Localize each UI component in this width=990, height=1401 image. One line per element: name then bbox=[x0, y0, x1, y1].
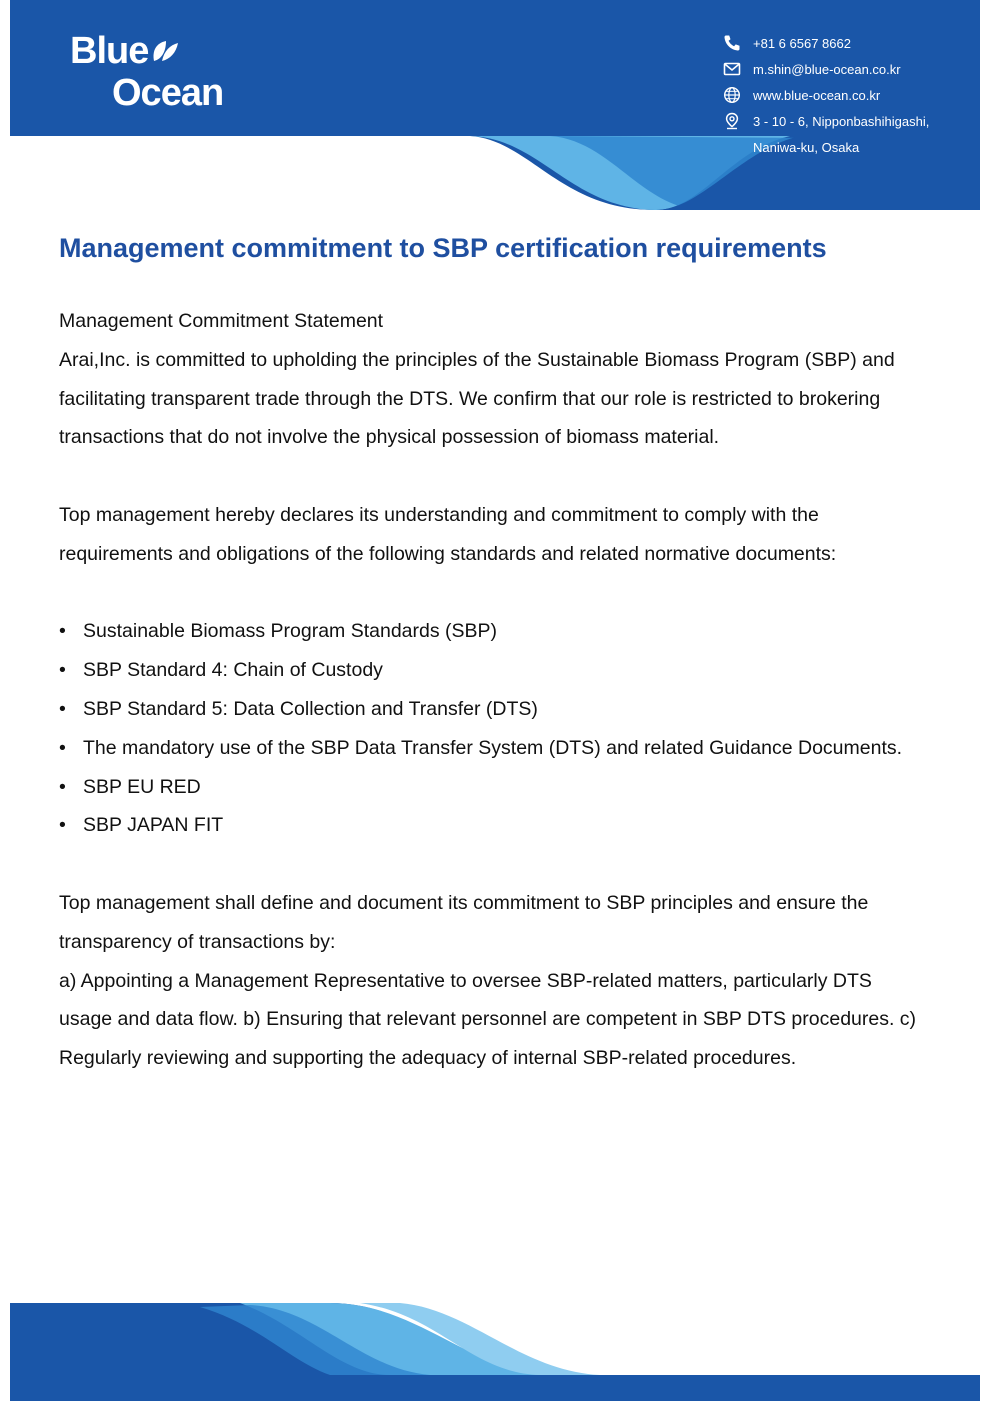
footer-banner bbox=[0, 1295, 990, 1401]
phone-number: +81 6 6567 8662 bbox=[753, 35, 851, 51]
globe-icon bbox=[722, 86, 742, 104]
list-item: • SBP Standard 5: Data Collection and Transfer (DTS) bbox=[59, 690, 929, 729]
company-logo bbox=[70, 32, 223, 112]
actions-paragraph: a) Appointing a Management Representative to oversee SBP-related matters, particularly DTS usage and data flow. b) Ensuring that relevant personnel are competent in SBP DTS procedures. c) Regularly reviewing and supporting the adequacy of internal SBP-related procedures. bbox=[59, 969, 917, 1070]
intro-paragraph: Arai,Inc. is committed to upholding the principles of the Sustainable Biomass Program (SBP) and facilitating transparent trade through the DTS. We confirm that our role is restricted to brokering transactions that do not involve the physical possession of biomass material. bbox=[59, 348, 895, 449]
address-line1: 3 - 10 - 6, Nipponbashihigashi, bbox=[753, 113, 930, 129]
document-title: Management commitment to SBP certification requirements bbox=[59, 233, 827, 263]
document-body bbox=[59, 302, 929, 1078]
phone-icon bbox=[722, 34, 742, 52]
list-item: • SBP JAPAN FIT bbox=[59, 806, 929, 845]
email-address: m.shin@blue-ocean.co.kr bbox=[753, 61, 901, 77]
contact-email bbox=[722, 56, 929, 82]
bullet-icon: • bbox=[59, 697, 66, 720]
list-item: • Sustainable Biomass Program Standards (SBP) bbox=[59, 612, 929, 651]
bullet-icon: • bbox=[59, 775, 66, 798]
statement-heading: Management Commitment Statement bbox=[59, 310, 384, 332]
paragraph-spacer bbox=[59, 457, 929, 496]
bullet-icon: • bbox=[59, 736, 66, 759]
declaration-paragraph: Top management hereby declares its understanding and commitment to comply with the requirements and obligations of the following standards and related normative documents: bbox=[59, 503, 837, 565]
list-item: • SBP Standard 4: Chain of Custody bbox=[59, 651, 929, 690]
contact-address bbox=[722, 108, 929, 134]
bullet-icon: • bbox=[59, 620, 66, 643]
list-item: • SBP EU RED bbox=[59, 768, 929, 807]
location-pin-icon bbox=[722, 112, 742, 130]
bullet-icon: • bbox=[59, 814, 66, 837]
standards-list bbox=[59, 612, 929, 845]
list-item: • The mandatory use of the SBP Data Transfer System (DTS) and related Guidance Documents. bbox=[59, 729, 929, 768]
contact-info bbox=[722, 30, 929, 160]
contact-phone bbox=[722, 30, 929, 56]
logo-text-blue: Blue bbox=[70, 30, 149, 72]
paragraph-spacer bbox=[59, 574, 929, 613]
contact-website bbox=[722, 82, 929, 108]
address-line2: Naniwa-ku, Osaka bbox=[753, 139, 860, 155]
leaf-icon bbox=[150, 37, 180, 65]
closing-paragraph: Top management shall define and document its commitment to SBP principles and ensure the transparency of transactions by: bbox=[59, 891, 869, 953]
bullet-icon: • bbox=[59, 659, 66, 682]
website-url: www.blue-ocean.co.kr bbox=[753, 87, 881, 103]
mail-icon bbox=[722, 60, 742, 78]
paragraph-spacer bbox=[59, 845, 929, 884]
logo-text-ocean: Ocean bbox=[112, 72, 224, 114]
